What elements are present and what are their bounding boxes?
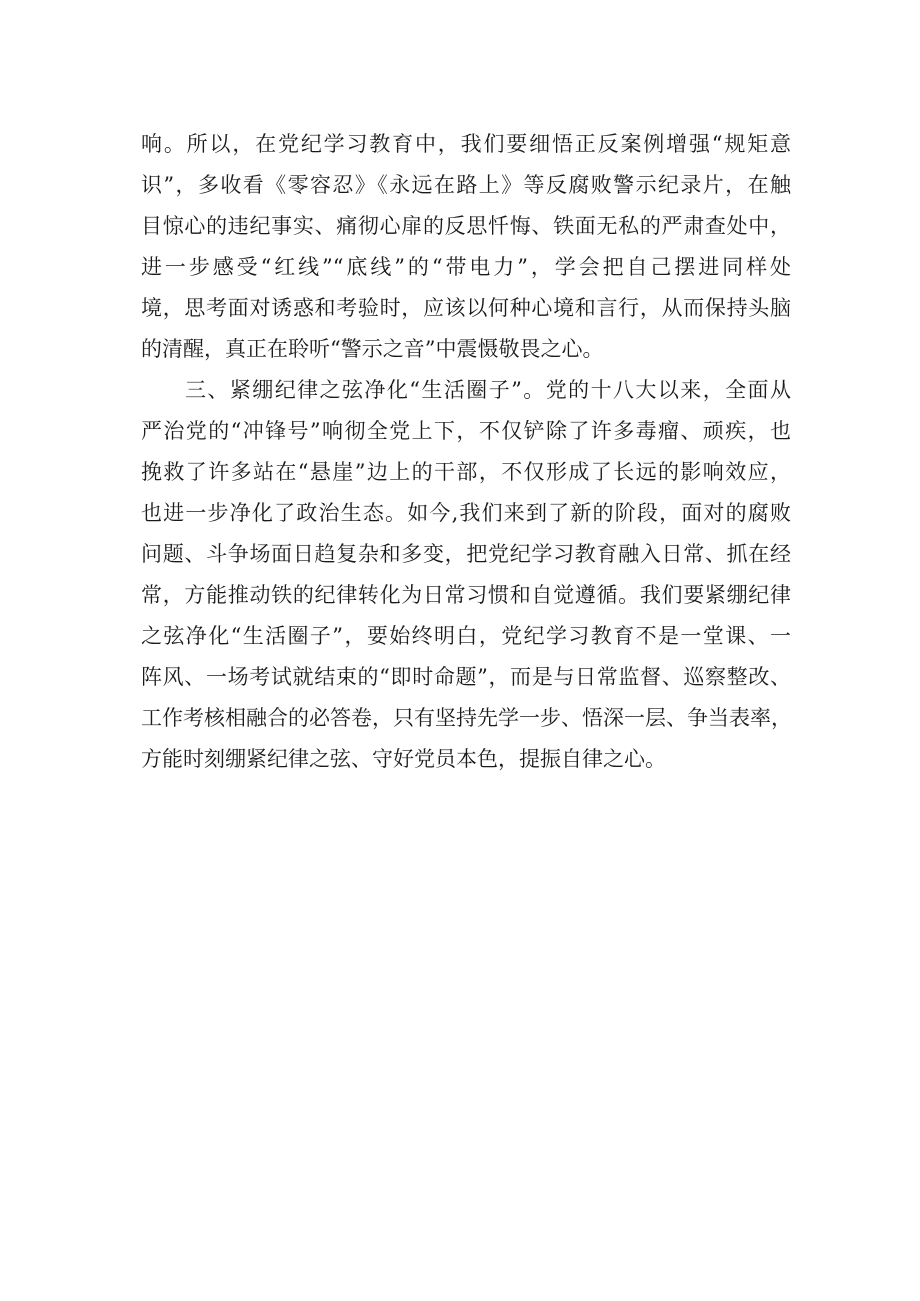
text-line: 方能时刻绷紧纪律之弦、守好党员本色，提振自律之心。 [141, 747, 666, 771]
text-line: 进一步感受“红线”“底线”的“带电力”，学会把自己摆进同样处 [141, 255, 791, 279]
text-line: 响。所以，在党纪学习教育中，我们要细悟正反案例增强“规矩意 [141, 132, 791, 156]
document-body [141, 124, 791, 780]
text-line: 的清醒，真正在聆听“警示之音”中震慑敬畏之心。 [141, 337, 604, 361]
text-line: 目惊心的违纪事实、痛彻心扉的反思忏悔、铁面无私的严肃查处中， [141, 214, 791, 238]
text-line: 阵风、一场考试就结束的“即时命题”，而是与日常监督、巡察整改、 [141, 665, 791, 689]
text-line: 识”，多收看《零容忍》《永远在路上》等反腐败警示纪录片，在触 [141, 173, 791, 197]
text-line: 问题、斗争场面日趋复杂和多变，把党纪学习教育融入日常、抓在经 [141, 542, 791, 566]
text-line: 也进一步净化了政治生态。如今,我们来到了新的阶段，面对的腐败 [141, 501, 791, 525]
paragraph-warning-education [141, 124, 791, 370]
text-line: 常，方能推动铁的纪律转化为日常习惯和自觉遵循。我们要紧绷纪律 [141, 583, 791, 607]
text-line: 挽救了许多站在“悬崖”边上的干部，不仅形成了长远的影响效应， [141, 460, 791, 484]
text-line: 之弦净化“生活圈子”，要始终明白，党纪学习教育不是一堂课、一 [141, 624, 791, 648]
text-line: 境，思考面对诱惑和考验时，应该以何种心境和言行，从而保持头脑 [141, 296, 791, 320]
paragraph-section-three [141, 370, 791, 780]
section-heading-line: 三、紧绷纪律之弦净化“生活圈子”。党的十八大以来，全面从 [185, 378, 791, 402]
text-line: 工作考核相融合的必答卷，只有坚持先学一步、悟深一层、争当表率， [141, 706, 792, 730]
text-line: 严治党的“冲锋号”响彻全党上下，不仅铲除了许多毒瘤、顽疾，也 [141, 419, 791, 443]
